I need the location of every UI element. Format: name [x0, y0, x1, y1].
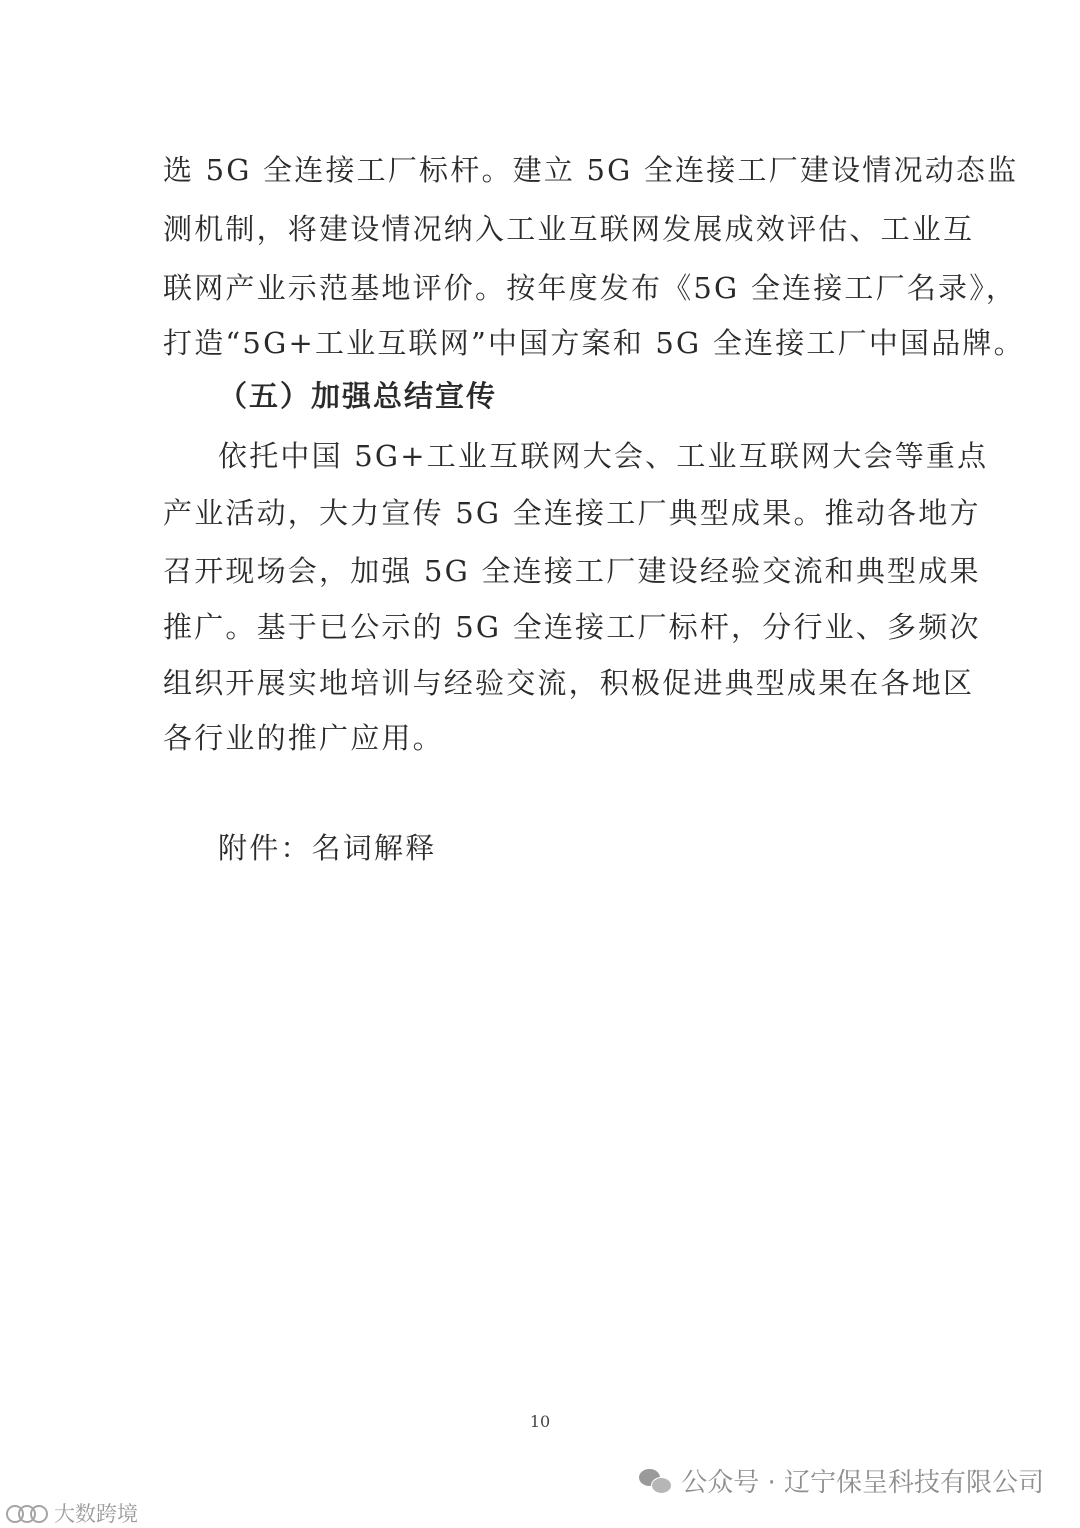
page-number: 10	[529, 1412, 551, 1431]
wechat-icon	[639, 1467, 671, 1495]
section-line-5: 组织开展实地培训与经验交流，积极促进典型成果在各地区	[163, 666, 975, 700]
wechat-watermark	[639, 1462, 1044, 1499]
corner-watermark	[6, 1498, 138, 1528]
corner-watermark-text: 大数跨境	[54, 1502, 138, 1526]
watermark-text: 公众号 · 辽宁保呈科技有限公司	[681, 1468, 1044, 1498]
section-heading: （五）加强总结宣传	[218, 379, 498, 413]
link-circles-icon	[6, 1502, 48, 1524]
paragraph-line-2: 测机制，将建设情况纳入工业互联网发展成效评估、工业互	[163, 212, 975, 246]
section-line-1: 依托中国 5G+工业互联网大会、工业互联网大会等重点	[218, 439, 989, 473]
section-line-4: 推广。基于已公示的 5G 全连接工厂标杆，分行业、多频次	[163, 610, 981, 644]
paragraph-line-3: 联网产业示范基地评价。按年度发布《5G 全连接工厂名录》，	[163, 271, 1018, 305]
paragraph-line-1: 选 5G 全连接工厂标杆。建立 5G 全连接工厂建设情况动态监	[163, 153, 1019, 187]
section-line-6: 各行业的推广应用。	[163, 721, 444, 755]
section-line-2: 产业活动，大力宣传 5G 全连接工厂典型成果。推动各地方	[163, 496, 981, 530]
paragraph-line-4: 打造“5G+工业互联网”中国方案和 5G 全连接工厂中国品牌。	[163, 326, 1025, 360]
attachment-note: 附件：名词解释	[218, 831, 437, 865]
section-line-3: 召开现场会，加强 5G 全连接工厂建设经验交流和典型成果	[163, 554, 981, 588]
